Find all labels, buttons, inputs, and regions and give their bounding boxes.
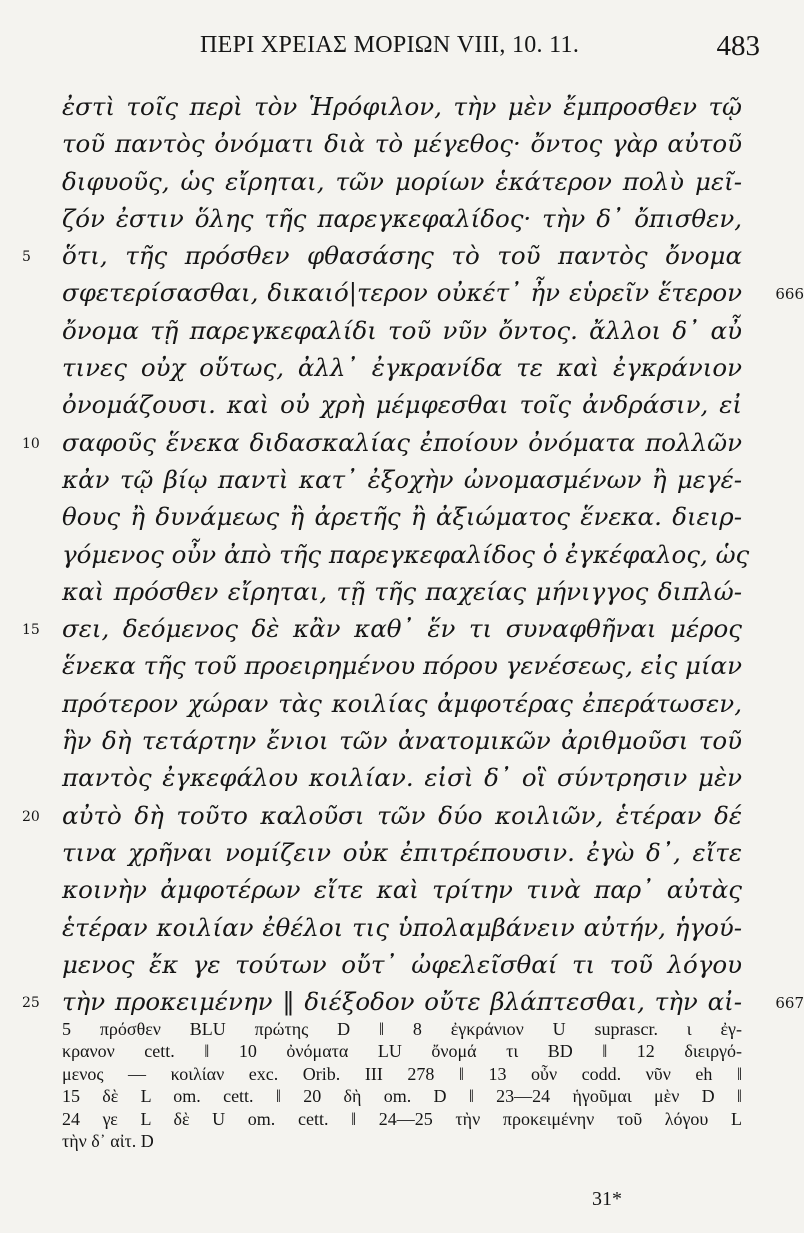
text-line — [62, 461, 742, 498]
apparatus-text: 5 πρόσθεν BLU πρώτης D ‖ 8 ἐγκράνιον U suprascr. ι ἐγ- — [62, 1019, 742, 1039]
apparatus-line — [62, 1063, 742, 1085]
line-text: παντὸς ἐγκεφάλου κοιλίαν. εἰσὶ δ᾽ οἳ σύντρησιν μὲν — [62, 763, 742, 793]
line-number: 25 — [22, 995, 40, 1012]
line-text: τοῦ παντὸς ὀνόματι διὰ τὸ μέγεθος· ὄντος γὰρ αὐτοῦ — [62, 129, 742, 159]
line-text: ἕνεκα τῆς τοῦ προειρημένου πόρου γενέσεως, εἰς μίαν — [62, 651, 742, 681]
line-text: σει, δεόμενος δὲ κἂν καθ᾽ ἕν τι συναφθῆναι μέρος — [62, 614, 742, 644]
marginal-page-reference: 666 — [775, 285, 804, 304]
text-line — [62, 759, 742, 796]
line-text: κοινὴν ἀμφοτέρων εἴτε καὶ τρίτην τινὰ παρ᾽ αὐτὰς — [62, 875, 742, 905]
text-line — [62, 871, 742, 908]
apparatus-line — [62, 1130, 742, 1152]
text-line — [62, 834, 742, 871]
text-line — [62, 573, 742, 610]
text-line — [22, 424, 742, 461]
running-title: ΠΕΡΙ ΧΡΕΙΑΣ ΜΟΡΙΩΝ VIII, 10. 11. — [200, 32, 580, 58]
text-line — [62, 88, 742, 125]
text-line — [62, 909, 742, 946]
marginal-page-reference: 667 — [775, 994, 804, 1013]
apparatus-text: 24 γε L δὲ U om. cett. ‖ 24—25 τὴν προκειμένην τοῦ λόγου L — [62, 1108, 742, 1129]
text-line — [62, 685, 742, 722]
line-text: τινες οὐχ οὕτως, ἀλλ᾽ ἐγκρανίδα τε καὶ ἐγκράνιον — [62, 353, 742, 383]
line-number: 5 — [22, 249, 31, 266]
line-text: ἣν δὴ τετάρτην ἔνιοι τῶν ἀνατομικῶν ἀριθμοῦσι τοῦ — [62, 726, 742, 756]
line-text: τινα χρῆναι νομίζειν οὐκ ἐπιτρέπουσιν. ἐγὼ δ᾽, εἴτε — [62, 837, 742, 867]
apparatus-line — [62, 1108, 742, 1130]
text-line — [22, 237, 742, 274]
line-text: ὀνομάζουσι. καὶ οὐ χρὴ μέμφεσθαι τοῖς ἀνδράσιν, εἰ — [62, 390, 742, 420]
text-line — [62, 274, 804, 311]
signature-mark: 31* — [592, 1188, 622, 1210]
apparatus-line — [62, 1018, 742, 1040]
text-line — [62, 536, 750, 573]
line-text: πρότερον χώραν τὰς κοιλίας ἀμφοτέρας ἐπεράτωσεν, — [62, 688, 742, 718]
apparatus-text: κρανον cett. ‖ 10 ὀνόματα LU ὄνομά τι BD ‖ 12 διειργό- — [62, 1041, 742, 1062]
critical-apparatus — [62, 1018, 742, 1152]
text-line — [62, 647, 742, 684]
text-line — [62, 386, 742, 423]
line-text: ὄνομα τῇ παρεγκεφαλίδι τοῦ νῦν ὄντος. ἄλλοι δ᾽ αὖ — [62, 315, 742, 345]
apparatus-text: τὴν δ᾽ αἰτ. D — [62, 1130, 154, 1151]
text-line — [22, 983, 804, 1020]
line-text: μενος ἔκ γε τούτων οὔτ᾽ ὠφελεῖσθαί τι τοῦ λόγου — [62, 949, 742, 979]
greek-text-body — [22, 88, 804, 1020]
text-line — [62, 498, 742, 535]
line-number: 15 — [22, 622, 40, 639]
line-text: γόμενος οὖν ἀπὸ τῆς παρεγκεφαλίδος ὁ ἐγκέφαλος, ὡς — [62, 539, 750, 569]
line-number: 10 — [22, 435, 40, 452]
line-text: ζόν ἐστιν ὅλης τῆς παρεγκεφαλίδος· τὴν δ᾽ ὄπισθεν, — [62, 203, 742, 233]
text-line — [62, 946, 742, 983]
text-line — [22, 610, 742, 647]
page-number: 483 — [716, 30, 760, 62]
apparatus-text: 15 δὲ L om. cett. ‖ 20 δὴ om. D ‖ 23—24 ἡγοῦμαι μὲν D ‖ — [62, 1086, 742, 1107]
line-number: 20 — [22, 808, 40, 825]
text-line — [22, 797, 742, 834]
apparatus-text: μενος — κοιλίαν exc. Orib. III 278 ‖ 13 οὖν codd. νῦν eh ‖ — [62, 1063, 742, 1084]
line-text: τὴν προκειμένην ‖ διέξοδον οὔτε βλάπτεσθαι, τὴν αἰ- — [62, 987, 742, 1017]
line-text: σαφοῦς ἕνεκα διδασκαλίας ἐποίουν ὀνόματα πολλῶν — [62, 427, 742, 457]
line-text: ἐστὶ τοῖς περὶ τὸν Ἡρόφιλον, τὴν μὲν ἔμπροσθεν τῷ — [62, 92, 742, 121]
line-text: ὅτι, τῆς πρόσθεν φθασάσης τὸ τοῦ παντὸς ὄνομα — [62, 241, 742, 271]
text-line — [62, 349, 742, 386]
line-text: ἑτέραν κοιλίαν ἐθέλοι τις ὑπολαμβάνειν αὐτήν, ἡγού- — [62, 912, 742, 942]
line-text: θους ἢ δυνάμεως ἢ ἀρετῆς ἢ ἀξιώματος ἕνεκα. διειρ- — [62, 502, 742, 532]
page-header — [60, 30, 760, 70]
line-text: καὶ πρόσθεν εἴρηται, τῇ τῆς παχείας μήνιγγος διπλώ- — [62, 576, 742, 606]
line-text: αὐτὸ δὴ τοῦτο καλοῦσι τῶν δύο κοιλιῶν, ἑτέραν δέ — [62, 800, 742, 830]
text-line — [62, 200, 742, 237]
line-text: σφετερίσασθαι, δικαιό|τερον οὐκέτ᾽ ἦν εὑρεῖν ἕτερον — [62, 278, 742, 308]
line-text: διφυοῦς, ὡς εἴρηται, τῶν μορίων ἑκάτερον πολὺ μεῖ- — [62, 166, 742, 196]
text-line — [62, 125, 742, 162]
text-line — [62, 163, 742, 200]
text-line — [62, 722, 742, 759]
line-text: κἀν τῷ βίῳ παντὶ κατ᾽ ἐξοχὴν ὠνομασμένων ἢ μεγέ- — [62, 464, 742, 494]
text-line — [62, 312, 742, 349]
apparatus-line — [62, 1085, 742, 1107]
apparatus-line — [62, 1040, 742, 1062]
